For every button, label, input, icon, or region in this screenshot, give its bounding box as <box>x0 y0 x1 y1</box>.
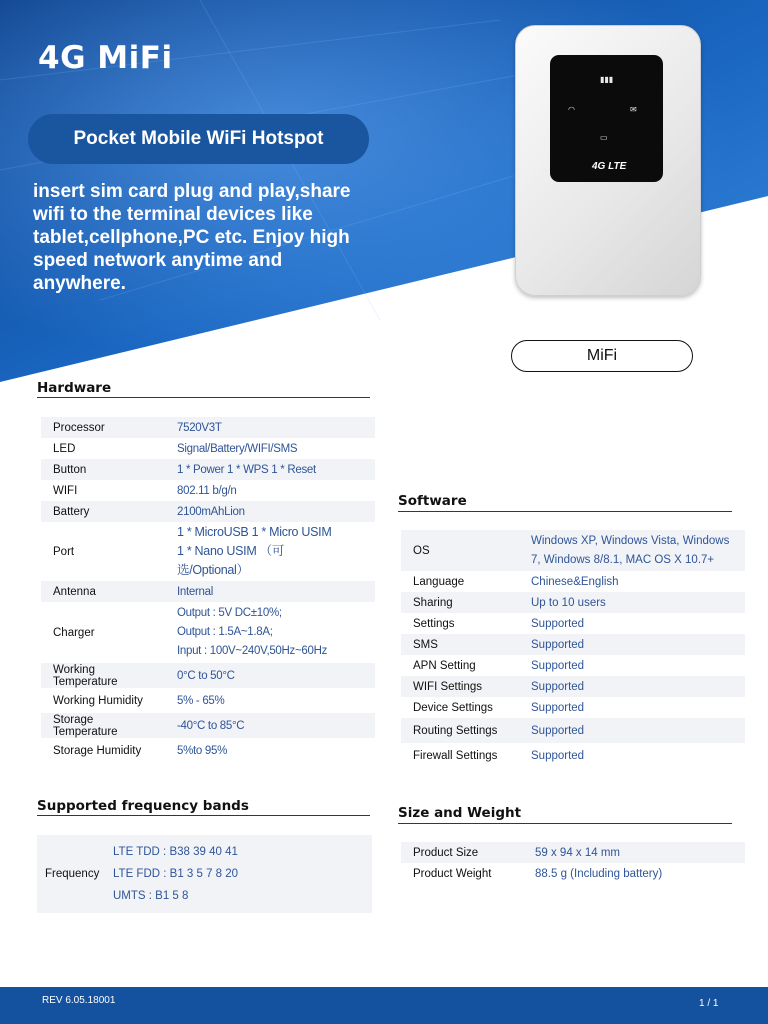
table-row: WIFI Settings Supported <box>401 676 745 697</box>
table-row: Storage Temperature -40°C to 85°C <box>41 713 375 738</box>
table-row: Working Humidity 5% - 65% <box>53 694 225 707</box>
revision-label: REV 6.05.18001 <box>42 995 116 1006</box>
hardware-table <box>41 417 375 763</box>
device-screen-logo: 4G LTE <box>592 161 627 172</box>
product-tag: MiFi <box>511 340 693 372</box>
sms-icon: ✉ <box>630 105 637 114</box>
table-row: Device Settings Supported <box>413 701 585 714</box>
table-row: Processor 7520V3T <box>41 417 375 438</box>
software-table <box>401 530 745 768</box>
table-row: OS Windows XP, Windows Vista, Windows 7, Windows 8/8.1, MAC OS X 10.7+ <box>401 530 745 571</box>
software-heading: Software <box>398 493 467 509</box>
page-title: 4G MiFi <box>38 40 173 76</box>
hardware-heading: Hardware <box>37 380 112 396</box>
table-row: Working Temperature 0°C to 50°C <box>41 663 375 688</box>
device-screen <box>550 55 663 182</box>
table-row: Firewall Settings Supported <box>413 749 585 762</box>
table-row: Port 1 * MicroUSB 1 * Micro USIM 1 * Nano USIM （可 选/Optional） <box>53 525 332 577</box>
wifi-icon: ◠ <box>568 105 575 114</box>
table-row: Button 1 * Power 1 * WPS 1 * Reset <box>41 459 375 480</box>
frequency-divider <box>37 815 370 816</box>
frequency-table <box>37 835 372 913</box>
subtitle-pill <box>28 114 369 164</box>
table-row: Storage Humidity 5%to 95% <box>53 744 228 757</box>
signal-icon: ▮▮▮ <box>600 75 614 84</box>
table-row: Charger Output : 5V DC±10%; Output : 1.5A~1.8A; Input : 100V~240V,50Hz~60Hz <box>53 607 328 657</box>
table-row: Product Weight 88.5 g (Including battery) <box>413 867 663 880</box>
page-number: 1 / 1 <box>699 998 719 1009</box>
table-row: Routing Settings Supported <box>401 718 745 743</box>
size-weight-divider <box>398 823 732 824</box>
table-row: Antenna Internal <box>41 581 375 602</box>
size-weight-table <box>401 842 745 884</box>
table-row: Sharing Up to 10 users <box>401 592 745 613</box>
frequency-heading: Supported frequency bands <box>37 798 249 814</box>
table-row: Language Chinese&English <box>413 575 619 588</box>
hardware-divider <box>37 397 370 398</box>
device-image <box>515 25 701 296</box>
table-row: SMS Supported <box>401 634 745 655</box>
subtitle-text: Pocket Mobile WiFi Hotspot <box>73 128 324 149</box>
table-row: Settings Supported <box>413 617 585 630</box>
software-divider <box>398 511 732 512</box>
battery-icon: ▭ <box>600 133 608 142</box>
table-row: WIFI 802.11 b/g/n <box>53 484 237 497</box>
table-row: Battery 2100mAhLion <box>41 501 375 522</box>
table-row: APN Setting Supported <box>413 659 585 672</box>
table-row: Product Size 59 x 94 x 14 mm <box>401 842 745 863</box>
table-row: Frequency LTE TDD : B38 39 40 41 LTE FDD : B1 3 5 7 8 20 UMTS : B1 5 8 <box>37 835 372 913</box>
table-row: LED Signal/Battery/WIFI/SMS <box>53 442 298 455</box>
tagline: insert sim card plug and play,share wifi to the terminal devices like tablet,cellphone,PC etc. Enjoy high speed network anytime and anywhere. <box>33 181 351 294</box>
size-weight-heading: Size and Weight <box>398 805 522 821</box>
